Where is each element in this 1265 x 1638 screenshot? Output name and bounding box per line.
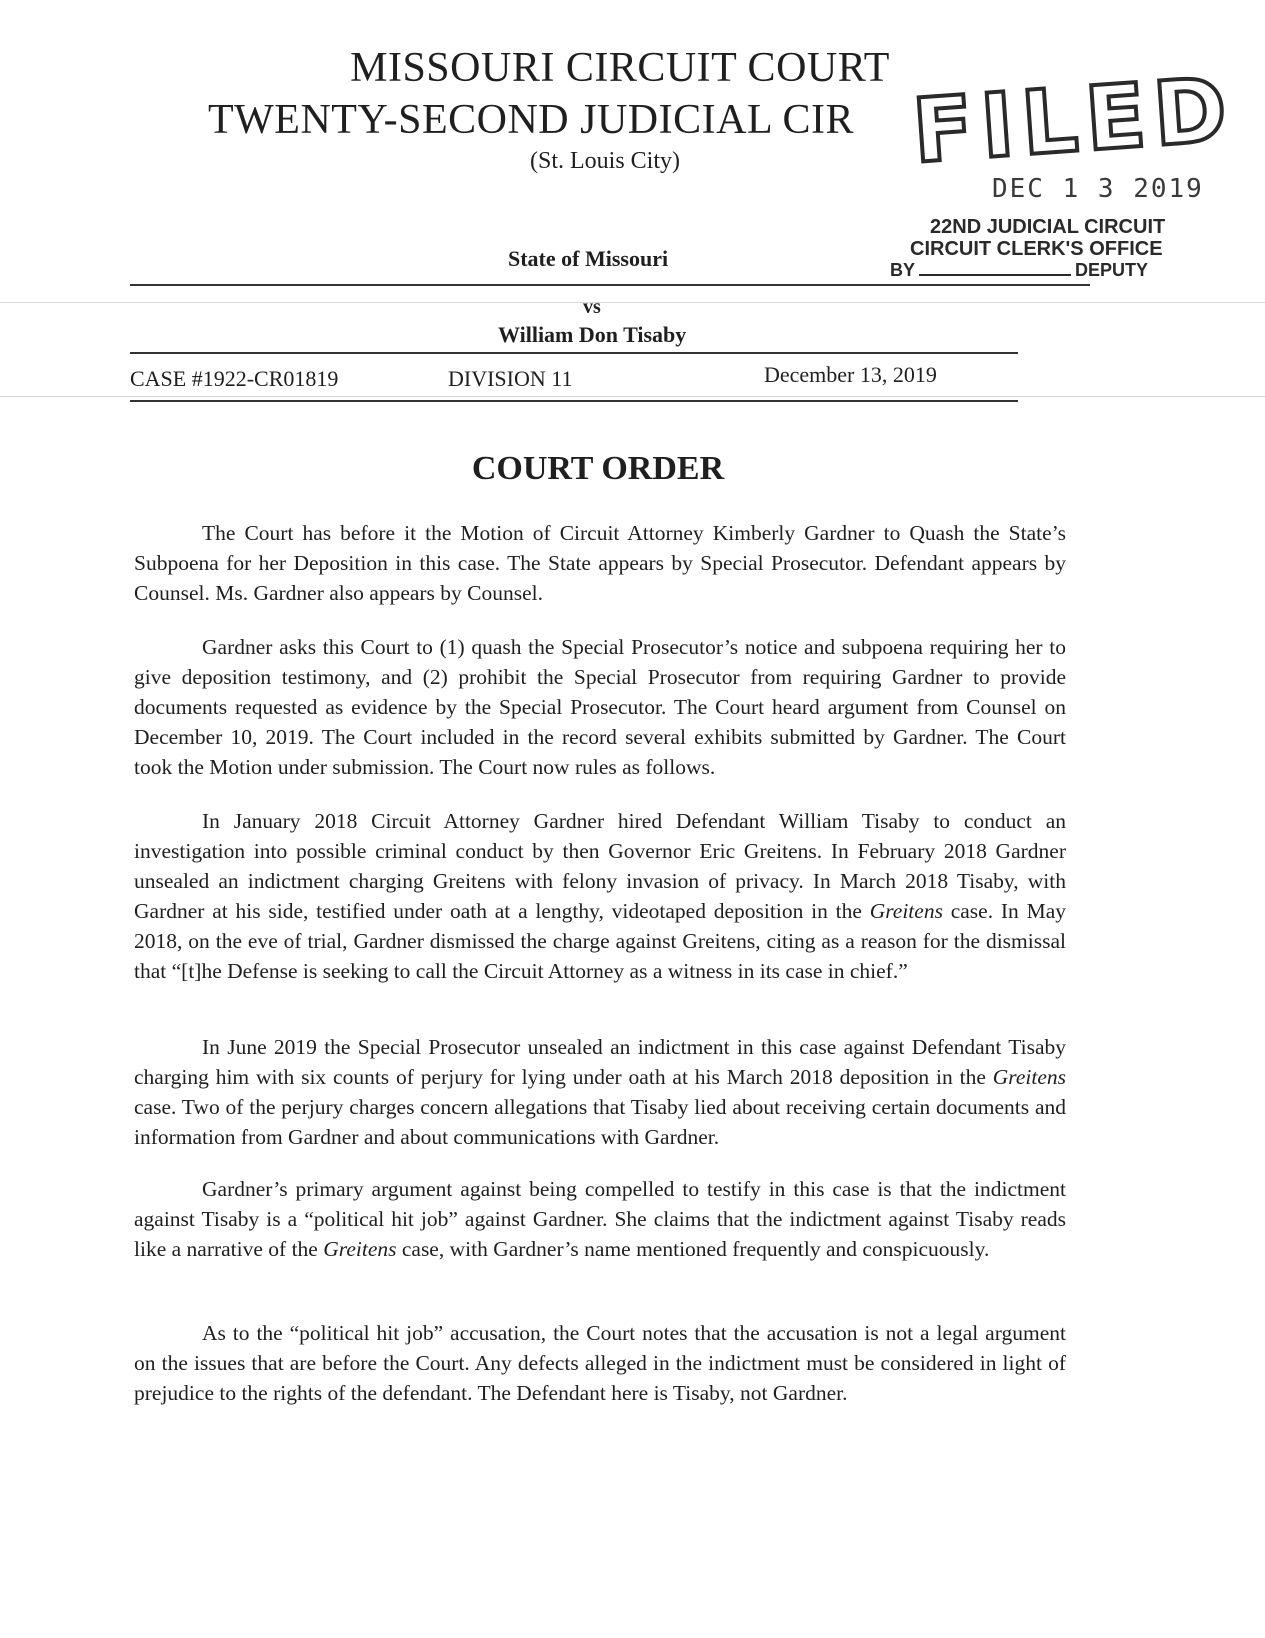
filed-stamp-deputy: DEPUTY xyxy=(1075,260,1149,280)
order-date: December 13, 2019 xyxy=(764,362,937,387)
scan-line xyxy=(0,396,1265,397)
paragraph: As to the “political hit job” accusation, the Court notes that the accusation is not a legal argument on the issues that are before the Court. Any defects alleged in the indictment must be considered in light of prejudice to the rights of the defendant. The Defendant here is Tisaby, not Gardner. xyxy=(134,1321,1066,1405)
divider-rule xyxy=(130,400,1018,402)
court-name: MISSOURI CIRCUIT COURT xyxy=(350,45,890,91)
filed-stamp-date: DEC 1 3 2019 xyxy=(992,174,1204,204)
paragraph: Gardner asks this Court to (1) quash the Special Prosecutor’s notice and subpoena requiring her to give deposition testimony, and (2) prohibit the Special Prosecutor from requiring Gardner to provide documents requested as evidence by the Special Prosecutor. The Court heard argument from Counsel on December 10, 2019. The Court included in the record several exhibits submitted by Gardner. The Court took the Motion under submission. The Court now rules as follows. xyxy=(134,635,1066,779)
filed-stamp-by: BY xyxy=(890,260,916,280)
case-number: CASE #1922-CR01819 xyxy=(130,366,339,391)
filed-stamp xyxy=(890,57,1238,288)
paragraph: In January 2018 Circuit Attorney Gardner hired Defendant William Tisaby to conduct an investigation into possible criminal conduct by then Governor Eric Greitens. In February 2018 Gardner unsealed an indictment charging Greitens with felony invasion of privacy. In March 2018 Tisaby, with Gardner at his side, testified under oath at a lengthy, videotaped deposition in the Greitens case. In May 2018, on the eve of trial, Gardner dismissed the charge against Greitens, citing as a reason for the dismissal that “[t]he Defense is seeking to call the Circuit Attorney as a witness in its case in chief.” xyxy=(134,809,1066,983)
divider-rule xyxy=(130,284,1090,286)
paragraph: In June 2019 the Special Prosecutor unsealed an indictment in this case against Defendant Tisaby charging him with six counts of perjury for lying under oath at his March 2018 deposition in the Greitens case. Two of the perjury charges concern allegations that Tisaby lied about receiving certain documents and information from Gardner and about communications with Gardner. xyxy=(134,1035,1066,1149)
divider-rule xyxy=(130,352,1018,354)
filed-stamp-word: FILED xyxy=(909,57,1238,183)
court-city: (St. Louis City) xyxy=(530,148,681,174)
plaintiff-name: State of Missouri xyxy=(508,246,669,271)
filed-stamp-circuit: 22ND JUDICIAL CIRCUIT xyxy=(930,216,1166,238)
paragraph: Gardner’s primary argument against being compelled to testify in this case is that the indictment against Tisaby is a “political hit job” against Gardner. She claims that the indictment against Tisaby reads like a narrative of the Greitens case, with Gardner’s name mentioned frequently and conspicuously. xyxy=(134,1177,1066,1261)
paragraph: The Court has before it the Motion of Circuit Attorney Kimberly Gardner to Quash the State’s Subpoena for her Deposition in this case. The State appears by Special Prosecutor. Defendant appears by Counsel. Ms. Gardner also appears by Counsel. xyxy=(134,521,1066,605)
signature-blank xyxy=(919,274,1071,276)
filed-stamp-deputy-line xyxy=(890,260,1148,281)
defendant-name: William Don Tisaby xyxy=(498,322,687,347)
judicial-circuit-name: TWENTY-SECOND JUDICIAL CIR xyxy=(208,97,855,143)
scan-line xyxy=(0,302,1265,303)
versus-label: vs xyxy=(583,296,601,318)
division: DIVISION 11 xyxy=(448,366,573,391)
filed-stamp-office: CIRCUIT CLERK'S OFFICE xyxy=(910,238,1163,260)
document-title: COURT ORDER xyxy=(471,450,725,487)
